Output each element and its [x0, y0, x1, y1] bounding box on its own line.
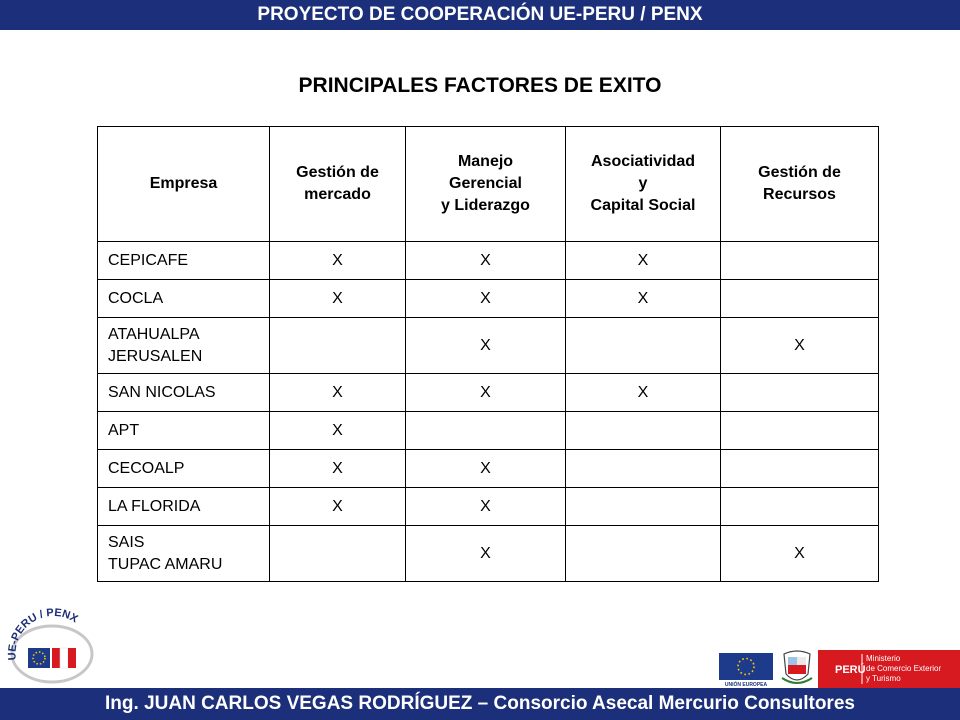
table-row [98, 374, 879, 412]
ministry-line-1: Ministerio [866, 654, 901, 663]
factor-mark-cell: X [406, 242, 566, 280]
factor-mark-cell [721, 374, 879, 412]
eu-caption: UNIÓN EUROPEA [724, 682, 768, 688]
factor-mark-cell: X [270, 280, 406, 318]
factor-mark-cell: X [406, 488, 566, 526]
table-row [98, 488, 879, 526]
ministry-line-3: y Turismo [866, 674, 901, 683]
company-name-line: LA FLORIDA [108, 497, 201, 515]
success-factors-table [97, 126, 879, 582]
factor-mark-cell [721, 242, 879, 280]
ue-peru-penx-logo [4, 608, 100, 686]
column-header-line: Gerencial [449, 175, 522, 192]
factor-mark-cell [721, 412, 879, 450]
factor-mark-cell: X [406, 526, 566, 582]
company-name-cell [98, 374, 270, 412]
factor-mark-cell [566, 412, 721, 450]
column-header [721, 127, 879, 242]
table-row [98, 280, 879, 318]
table-row [98, 450, 879, 488]
company-name-line: SAN NICOLAS [108, 383, 216, 401]
table-row [98, 412, 879, 450]
factor-mark-cell [566, 526, 721, 582]
company-name-cell [98, 280, 270, 318]
factor-mark-cell: X [566, 280, 721, 318]
factor-mark-cell [270, 526, 406, 582]
factor-mark-cell [270, 318, 406, 374]
column-header-line: Manejo [457, 153, 514, 170]
factor-mark-cell: X [406, 318, 566, 374]
column-header [98, 127, 270, 242]
footer-credit: Ing. JUAN CARLOS VEGAS RODRÍGUEZ – Consorcio Asecal Mercurio Consultores [105, 693, 855, 714]
company-name-line: APT [108, 421, 140, 439]
peru-brand-text: PERÚ [835, 664, 866, 676]
factor-mark-cell [721, 488, 879, 526]
column-header-line: Capital Social [590, 197, 696, 214]
column-header-line: Gestión de [758, 164, 841, 181]
column-header [566, 127, 721, 242]
factor-mark-cell [721, 280, 879, 318]
company-name-line: CEPICAFE [108, 251, 189, 269]
company-name-line: ATAHUALPA [108, 325, 200, 343]
table-header-row [98, 127, 879, 242]
column-header [406, 127, 566, 242]
peru-ministry-logo [818, 650, 960, 688]
factor-mark-cell [721, 450, 879, 488]
factor-mark-cell: X [270, 488, 406, 526]
company-name-line: COCLA [108, 289, 164, 307]
factor-mark-cell: X [270, 374, 406, 412]
factor-mark-cell [566, 488, 721, 526]
factor-mark-cell: X [270, 242, 406, 280]
factor-mark-cell: X [566, 374, 721, 412]
factor-mark-cell: X [406, 280, 566, 318]
column-header-line: Recursos [763, 186, 836, 203]
company-name-cell [98, 412, 270, 450]
column-header-line: Empresa [149, 175, 218, 192]
column-header-line: Gestión de [296, 164, 379, 181]
slide-title: PRINCIPALES FACTORES DE EXITO [298, 74, 662, 97]
factor-mark-cell: X [566, 242, 721, 280]
column-header-line: mercado [304, 186, 371, 203]
factor-mark-cell: X [406, 374, 566, 412]
footer-bar [0, 688, 960, 720]
factor-mark-cell: X [270, 450, 406, 488]
company-name-cell [98, 318, 270, 374]
company-name-line: JERUSALEN [108, 347, 203, 365]
table-row [98, 526, 879, 582]
company-name-line: SAIS [108, 533, 145, 551]
project-title: PROYECTO DE COOPERACIÓN UE-PERU / PENX [257, 4, 703, 25]
column-header [270, 127, 406, 242]
company-name-line: CECOALP [108, 459, 185, 477]
column-header-line: y [638, 175, 648, 192]
company-name-line: TUPAC AMARU [108, 555, 223, 573]
factor-mark-cell [566, 318, 721, 374]
column-header-line: y Liderazgo [441, 197, 530, 214]
header-bar [0, 0, 960, 30]
company-name-cell [98, 242, 270, 280]
factor-mark-cell [406, 412, 566, 450]
table-row [98, 318, 879, 374]
factor-mark-cell [566, 450, 721, 488]
company-name-cell [98, 526, 270, 582]
company-name-cell [98, 488, 270, 526]
logo-arc-text: UE-PERU / PENX [6, 608, 80, 661]
eu-flag-logo [718, 652, 774, 688]
factor-mark-cell: X [721, 526, 879, 582]
ministry-line-2: de Comercio Exterior [866, 664, 942, 673]
factor-mark-cell: X [406, 450, 566, 488]
company-name-cell [98, 450, 270, 488]
table-row [98, 242, 879, 280]
column-header-line: Asociatividad [590, 153, 696, 170]
peru-coat-of-arms-icon [778, 648, 816, 688]
factor-mark-cell: X [721, 318, 879, 374]
factor-mark-cell: X [270, 412, 406, 450]
